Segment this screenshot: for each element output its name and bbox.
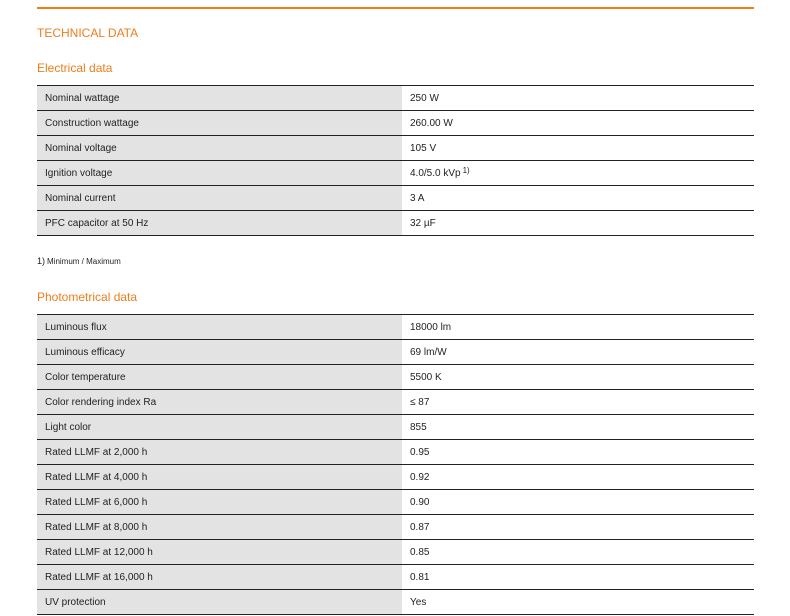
row-value xyxy=(402,111,754,136)
row-label: Color temperature xyxy=(37,365,402,390)
table-row xyxy=(37,340,754,365)
row-value-text: 0.92 xyxy=(410,471,430,483)
row-label: Rated LLMF at 6,000 h xyxy=(37,490,402,515)
row-value-text: 260.00 W xyxy=(410,117,453,129)
table-row xyxy=(37,540,754,565)
row-label: Nominal wattage xyxy=(37,86,402,111)
footnote xyxy=(37,256,121,266)
row-value xyxy=(402,415,754,440)
row-value xyxy=(402,136,754,161)
table-row xyxy=(37,186,754,211)
row-value xyxy=(402,211,754,236)
row-label: Luminous efficacy xyxy=(37,340,402,365)
row-value xyxy=(402,590,754,615)
row-label: UV protection xyxy=(37,590,402,615)
row-value-text: 0.87 xyxy=(410,521,430,533)
row-label: Rated LLMF at 2,000 h xyxy=(37,440,402,465)
row-label: Rated LLMF at 4,000 h xyxy=(37,465,402,490)
table-row xyxy=(37,161,754,186)
table-row xyxy=(37,315,754,340)
row-label: Luminous flux xyxy=(37,315,402,340)
row-value xyxy=(402,86,754,111)
electrical-data-heading: Electrical data xyxy=(37,61,113,75)
table-row xyxy=(37,365,754,390)
row-value-text: ≤ 87 xyxy=(410,396,430,408)
row-value-text: 855 xyxy=(410,421,427,433)
row-label: Color rendering index Ra xyxy=(37,390,402,415)
row-value-text: 3 A xyxy=(410,192,425,204)
row-value-text: 18000 lm xyxy=(410,321,452,333)
photometrical-data-table xyxy=(37,314,754,615)
row-value xyxy=(402,186,754,211)
row-label: Rated LLMF at 8,000 h xyxy=(37,515,402,540)
row-value-text: 0.81 xyxy=(410,571,430,583)
row-label: Rated LLMF at 16,000 h xyxy=(37,565,402,590)
electrical-data-table xyxy=(37,85,754,236)
row-value xyxy=(402,390,754,415)
row-value-text: 0.95 xyxy=(410,446,430,458)
table-row xyxy=(37,86,754,111)
row-value xyxy=(402,465,754,490)
row-value-text: 69 lm/W xyxy=(410,346,447,358)
row-value xyxy=(402,540,754,565)
table-row xyxy=(37,490,754,515)
row-value-text: 0.85 xyxy=(410,546,430,558)
row-value xyxy=(402,365,754,390)
row-value-text: 5500 K xyxy=(410,371,442,383)
row-label: Construction wattage xyxy=(37,111,402,136)
row-value xyxy=(402,340,754,365)
table-row xyxy=(37,111,754,136)
top-divider xyxy=(37,7,754,9)
table-row xyxy=(37,211,754,236)
row-value-text: 32 µF xyxy=(410,217,436,229)
row-value-text: 250 W xyxy=(410,92,439,104)
row-label: Nominal voltage xyxy=(37,136,402,161)
table-row xyxy=(37,390,754,415)
row-value xyxy=(402,161,754,186)
table-row xyxy=(37,415,754,440)
page-section-title: TECHNICAL DATA xyxy=(37,26,139,40)
row-label: Nominal current xyxy=(37,186,402,211)
table-row xyxy=(37,136,754,161)
row-value xyxy=(402,515,754,540)
table-row xyxy=(37,515,754,540)
row-value xyxy=(402,440,754,465)
row-value xyxy=(402,490,754,515)
footnote-mark: 1) xyxy=(37,256,46,266)
row-value xyxy=(402,315,754,340)
table-row xyxy=(37,440,754,465)
footnote-text: Minimum / Maximum xyxy=(47,257,121,266)
row-value-text: 4.0/5.0 kVp xyxy=(410,167,461,179)
row-value-text: 0.90 xyxy=(410,496,430,508)
row-value-text: Yes xyxy=(410,596,427,608)
row-value-text: 105 V xyxy=(410,142,437,154)
row-label: PFC capacitor at 50 Hz xyxy=(37,211,402,236)
photometrical-data-heading: Photometrical data xyxy=(37,290,138,304)
table-row xyxy=(37,565,754,590)
row-label: Light color xyxy=(37,415,402,440)
row-value xyxy=(402,565,754,590)
row-label: Ignition voltage xyxy=(37,161,402,186)
row-label: Rated LLMF at 12,000 h xyxy=(37,540,402,565)
table-row xyxy=(37,465,754,490)
table-row xyxy=(37,590,754,615)
footnote-ref: 1) xyxy=(462,165,470,175)
